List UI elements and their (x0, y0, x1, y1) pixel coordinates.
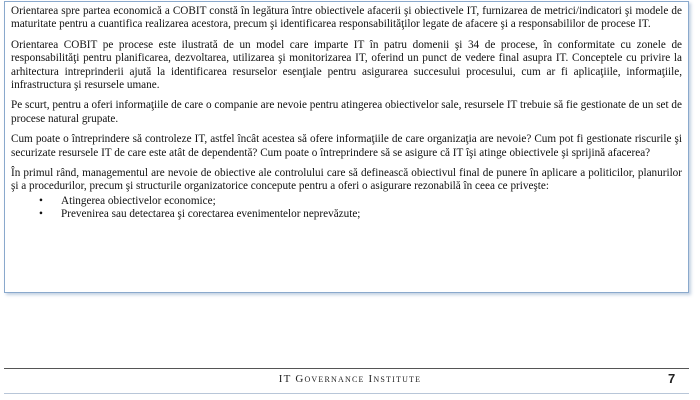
paragraph-control-objectives: În primul rând, managementul are nevoie de obiective ale controlului care să definească obiectivul final de punere în aplicare a politicilor, planurilor şi a procedurilor, precum şi structurile organizatorice concepute pentru a oferi o asigurare rezonabilă în ceea ce priveşte: (11, 167, 682, 193)
paragraph-questions: Cum poate o întreprindere să controleze IT, astfel încât acestea să ofere informaţiile de care organizaţia are nevoie? Cum pot fi gestionate riscurile şi securizate resursele IT de care este atât de dependentă? Cum poate o întreprindere să se asigure că IT îşi atinge obiectivele şi sprijină afacerea? (11, 133, 682, 159)
footer-title: IT Governance Institute (278, 373, 422, 385)
list-item-text: Prevenirea sau detectarea şi corectarea evenimentelor neprevăzute; (61, 208, 361, 221)
bullet-list (11, 195, 682, 222)
list-item-text: Atingerea obiectivelor economice; (61, 194, 216, 207)
list-item (11, 195, 682, 208)
paragraph-business-orientation: Orientarea spre partea economică a COBIT constă în legătura între obiectivele afacerii şi obiectivele IT, furnizarea de metrici/indicatori şi modele de maturitate pentru a cuantifica realizarea acestora, precum şi identificarea responsabilităţilor legate de afacere şi a responsabililor de procese IT. (11, 5, 682, 31)
bullet-icon: • (39, 194, 43, 207)
footer-divider (4, 368, 689, 369)
paragraph-process-orientation: Orientarea COBIT pe procese este ilustrată de un model care imparte IT în patru domenii şi 34 de procese, în conformitate cu zonele de responsabilităţi pentru planificarea, dezvoltarea, utilizarea şi monitorizarea IT, oferind un punct de vedere final asupra IT. Conceptele cu privire la arhitectura intreprinderii ajută la identificarea resurselor esenţiale pentru asigurarea succesului procesului, cum ar fi aplicaţiile, informaţiile, infrastructura şi resursele umane. (11, 38, 682, 92)
paragraph-summary: Pe scurt, pentru a oferi informaţiile de care o companie are nevoie pentru atingerea obiectivelor sale, resursele IT trebuie să fie gestionate de un set de procese natural grupate. (11, 99, 682, 125)
footer-bottom-divider (4, 393, 689, 394)
text-box (4, 1, 689, 293)
bullet-icon: • (39, 208, 43, 221)
page-number: 7 (668, 371, 676, 386)
list-item (11, 208, 682, 221)
